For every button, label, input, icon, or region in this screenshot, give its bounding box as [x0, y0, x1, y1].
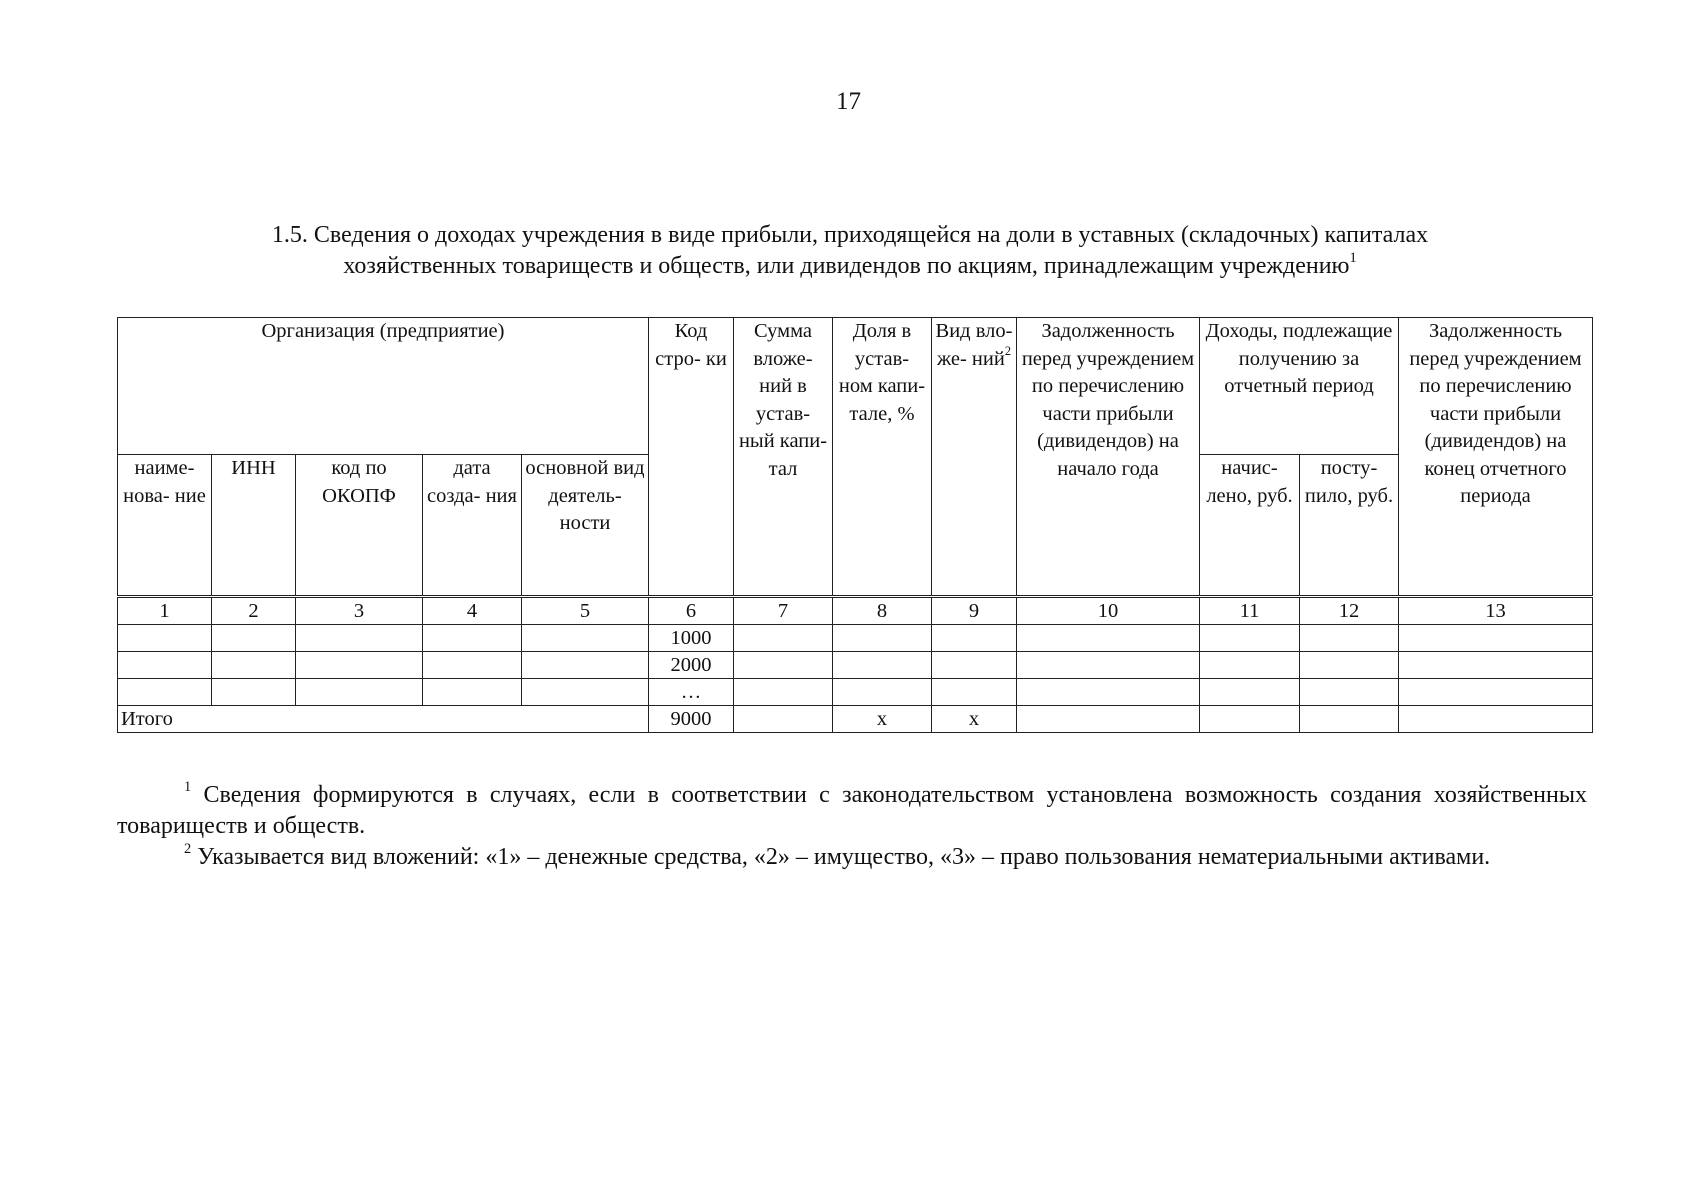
- col-number: 10: [1017, 597, 1200, 625]
- header-inn: ИНН: [212, 455, 296, 597]
- col-number: 4: [423, 597, 522, 625]
- column-numbers-row: [118, 597, 1593, 625]
- header-created: дата созда- ния: [423, 455, 522, 597]
- header-debt-start: Задолженность перед учреждением по перечислению части прибыли (дивидендов) на начало года: [1017, 318, 1200, 597]
- col-number: 13: [1399, 597, 1593, 625]
- header-accrued: начис- лено, руб.: [1200, 455, 1300, 597]
- col-number: 3: [296, 597, 423, 625]
- income-table-wrap: [117, 317, 1593, 733]
- col-number: 11: [1200, 597, 1300, 625]
- footnote-2: $^2$ Указывается вид вложений: «1» – денежные средства, «2» – имущество, «3» – право пользования нематериальными активами.: [184, 840, 1491, 870]
- col-number: 6: [649, 597, 734, 625]
- title-line-2: хозяйственных товариществ и обществ, или дивидендов по акциям, принадлежащим учреждению$^1$: [343, 249, 1357, 279]
- total-row: [118, 706, 1593, 733]
- total-label: Итого: [118, 706, 649, 733]
- col-number: 2: [212, 597, 296, 625]
- col-number: 12: [1300, 597, 1399, 625]
- total-share: x: [833, 706, 932, 733]
- header-activity: основной вид деятель- ности: [522, 455, 649, 597]
- income-table: [117, 317, 1593, 733]
- col-number: 5: [522, 597, 649, 625]
- footnotes: [117, 780, 1587, 873]
- header-invest-type: Вид вло- же- ний$^2$: [932, 318, 1017, 597]
- col-number: 7: [734, 597, 833, 625]
- row-code: 1000: [649, 625, 734, 652]
- header-okopf: код по ОКОПФ: [296, 455, 423, 597]
- table-row: [118, 652, 1593, 679]
- total-invest-type: x: [932, 706, 1017, 733]
- row-code: …: [649, 679, 734, 706]
- header-income: Доходы, подлежащие получению за отчетный период: [1200, 318, 1399, 455]
- header-org: Организация (предприятие): [118, 318, 649, 455]
- title-line-1: 1.5. Сведения о доходах учреждения в виде прибыли, приходящейся на доли в уставных (складочных) капиталах: [271, 222, 1429, 248]
- table-row: [118, 625, 1593, 652]
- header-invest-sum: Сумма вложе- ний в устав- ный капи- тал: [734, 318, 833, 597]
- section-title: [150, 220, 1550, 282]
- footnote-ref-1: 1: [1349, 249, 1357, 266]
- col-number: 9: [932, 597, 1017, 625]
- page-number: 17: [836, 88, 861, 115]
- header-debt-end: Задолженность перед учреждением по перечислению части прибыли (дивидендов) на конец отчетного периода: [1399, 318, 1593, 597]
- footnote-1: $^1$ Сведения формируются в случаях, если в соответствии с законодательством установлена возможность создания хозяйственных товариществ и обществ.: [117, 778, 1587, 839]
- header-received: посту- пило, руб.: [1300, 455, 1399, 597]
- col-number: 8: [833, 597, 932, 625]
- header-code: Код стро- ки: [649, 318, 734, 597]
- header-name: наиме- нова- ние: [118, 455, 212, 597]
- total-code: 9000: [649, 706, 734, 733]
- table-row: [118, 679, 1593, 706]
- header-share: Доля в устав- ном капи- тале, %: [833, 318, 932, 597]
- col-number: 1: [118, 597, 212, 625]
- row-code: 2000: [649, 652, 734, 679]
